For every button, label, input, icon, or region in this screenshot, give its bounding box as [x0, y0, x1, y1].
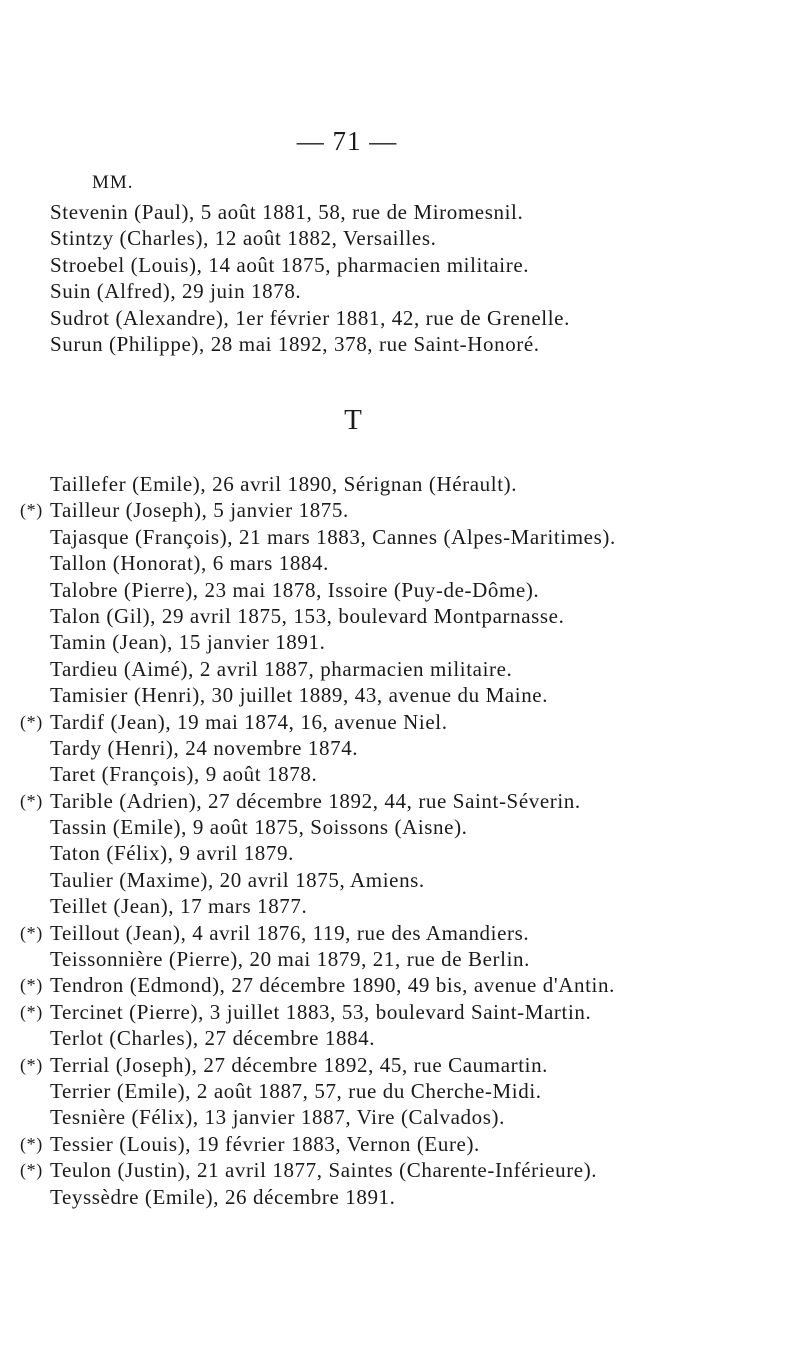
list-item: [20, 1157, 616, 1183]
list-item: [50, 893, 616, 919]
list-item: [20, 972, 616, 998]
note-marker: (*): [20, 1160, 43, 1181]
note-marker: (*): [20, 1001, 43, 1022]
page-number: — 71 —: [296, 126, 398, 156]
list-item: [50, 603, 616, 629]
note-marker: (*): [20, 1133, 43, 1154]
list-item: [50, 735, 616, 761]
entry-text: Stroebel (Louis), 14 août 1875, pharmacien militaire.: [50, 252, 530, 277]
entry-text: Teillet (Jean), 17 mars 1877.: [50, 894, 308, 919]
entry-text: Tassin (Emile), 9 août 1875, Soissons (Aisne).: [50, 815, 468, 840]
list-item: [50, 629, 616, 655]
entry-text: Tessier (Louis), 19 février 1883, Vernon (Eure).: [50, 1131, 480, 1156]
entry-text: Tesnière (Félix), 13 janvier 1887, Vire (Calvados).: [50, 1105, 505, 1130]
list-item: [50, 550, 616, 576]
entry-text: Talon (Gil), 29 avril 1875, 153, boulevard Montparnasse.: [50, 603, 565, 628]
entry-text: Tardieu (Aimé), 2 avril 1887, pharmacien militaire.: [50, 656, 513, 681]
list-item: [50, 331, 570, 357]
entry-text: Surun (Philippe), 28 mai 1892, 378, rue Saint-Honoré.: [50, 331, 540, 356]
section-t-list: [20, 471, 616, 1210]
list-item: [50, 656, 616, 682]
entry-text: Talobre (Pierre), 23 mai 1878, Issoire (Puy-de-Dôme).: [50, 577, 540, 602]
list-item: [50, 1104, 616, 1130]
list-item: [20, 999, 616, 1025]
list-item: [20, 920, 616, 946]
list-item: [50, 1025, 616, 1051]
entry-text: Terrial (Joseph), 27 décembre 1892, 45, rue Caumartin.: [50, 1052, 549, 1077]
entry-text: Taillefer (Emile), 26 avril 1890, Sérignan (Hérault).: [50, 472, 518, 496]
list-item: [50, 524, 616, 550]
entry-text: Tajasque (François), 21 mars 1883, Cannes (Alpes-Maritimes).: [50, 524, 616, 549]
entry-text: Tendron (Edmond), 27 décembre 1890, 49 bis, avenue d'Antin.: [50, 973, 615, 998]
list-item: [50, 225, 570, 251]
list-item: [50, 199, 570, 225]
entry-text: Teulon (Justin), 21 avril 1877, Saintes (Charente-Inférieure).: [50, 1158, 598, 1183]
list-item: [50, 1078, 616, 1104]
entry-text: Tardif (Jean), 19 mai 1874, 16, avenue Niel.: [50, 709, 448, 734]
list-item: [20, 1131, 616, 1157]
note-marker: (*): [20, 1054, 43, 1075]
entry-text: Tarible (Adrien), 27 décembre 1892, 44, rue Saint-Séverin.: [50, 788, 581, 813]
entry-text: Tardy (Henri), 24 novembre 1874.: [50, 735, 359, 760]
entry-text: Teyssèdre (Emile), 26 décembre 1891.: [50, 1184, 396, 1209]
entry-text: Tailleur (Joseph), 5 janvier 1875.: [50, 498, 349, 523]
entry-text: Terrier (Emile), 2 août 1887, 57, rue du Cherche-Midi.: [50, 1078, 542, 1103]
list-item: [20, 709, 616, 735]
note-marker: (*): [20, 711, 43, 732]
entry-text: Sudrot (Alexandre), 1er février 1881, 42, rue de Grenelle.: [50, 305, 570, 330]
list-item: [50, 1184, 616, 1210]
list-item: [20, 788, 616, 814]
list-item: [50, 840, 616, 866]
list-item: [20, 497, 616, 523]
entry-text: Stevenin (Paul), 5 août 1881, 58, rue de Miromesnil.: [50, 200, 524, 224]
list-item: [20, 1052, 616, 1078]
entry-text: Taton (Félix), 9 avril 1879.: [50, 841, 294, 866]
section-s-list: [50, 199, 570, 357]
list-item: [50, 278, 570, 304]
note-marker: (*): [20, 922, 43, 943]
list-item: [50, 761, 616, 787]
section-heading-t: T: [344, 404, 362, 436]
entry-text: Suin (Alfred), 29 juin 1878.: [50, 279, 302, 304]
list-item: [50, 305, 570, 331]
title-prefix: MM.: [92, 172, 134, 193]
entry-text: Taret (François), 9 août 1878.: [50, 762, 318, 787]
list-item: [50, 682, 616, 708]
entry-text: Tamisier (Henri), 30 juillet 1889, 43, avenue du Maine.: [50, 683, 549, 708]
list-item: [50, 946, 616, 972]
entry-text: Tercinet (Pierre), 3 juillet 1883, 53, boulevard Saint-Martin.: [50, 999, 592, 1024]
note-marker: (*): [20, 500, 43, 521]
entry-text: Stintzy (Charles), 12 août 1882, Versailles.: [50, 226, 437, 251]
entry-text: Taulier (Maxime), 20 avril 1875, Amiens.: [50, 867, 425, 892]
note-marker: (*): [20, 975, 43, 996]
entry-text: Tamin (Jean), 15 janvier 1891.: [50, 630, 326, 655]
list-item: [50, 577, 616, 603]
list-item: [50, 814, 616, 840]
list-item: [50, 471, 616, 497]
note-marker: (*): [20, 790, 43, 811]
entry-text: Terlot (Charles), 27 décembre 1884.: [50, 1026, 376, 1051]
list-item: [50, 252, 570, 278]
list-item: [50, 867, 616, 893]
entry-text: Tallon (Honorat), 6 mars 1884.: [50, 551, 329, 576]
entry-text: Teissonnière (Pierre), 20 mai 1879, 21, rue de Berlin.: [50, 947, 530, 972]
entry-text: Teillout (Jean), 4 avril 1876, 119, rue des Amandiers.: [50, 920, 530, 945]
